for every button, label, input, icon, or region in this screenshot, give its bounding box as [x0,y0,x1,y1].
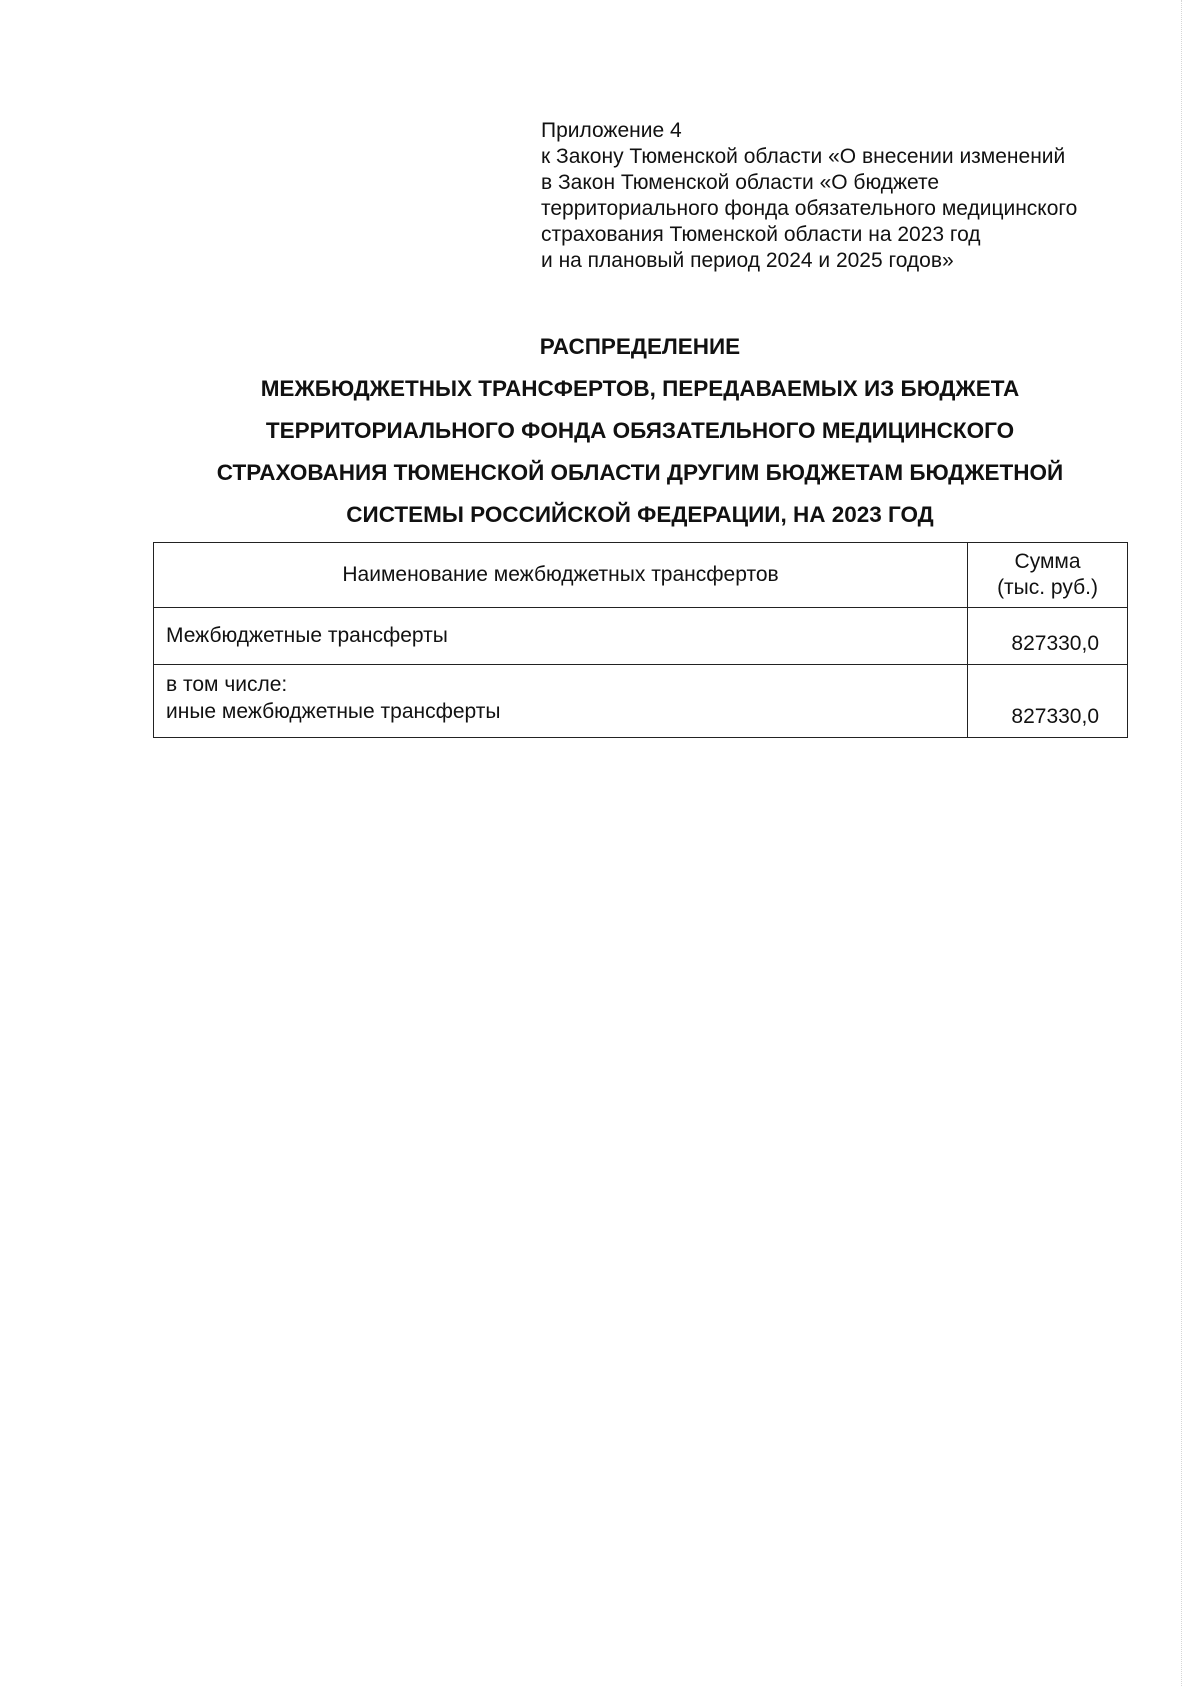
table-row [154,665,1128,738]
table-row [154,608,1128,665]
appendix-line: Приложение 4 [541,119,682,142]
header-name-label: Наименование межбюджетных трансфертов [342,563,779,586]
row-name-prefix: в том числе: [166,673,288,696]
row-sum-cell [968,608,1128,665]
appendix-note [541,118,1141,274]
row-name-cell [154,608,968,665]
row-sum: 827330,0 [1011,632,1099,655]
header-sum-label: Сумма [1014,550,1081,573]
title-line: МЕЖБЮДЖЕТНЫХ ТРАНСФЕРТОВ, ПЕРЕДАВАЕМЫХ ИЗ БЮДЖЕТА [260,376,1020,401]
row-name: иные межбюджетные трансферты [166,700,501,723]
row-sum: 827330,0 [1011,705,1099,728]
appendix-line: территориального фонда обязательного медицинского [541,197,1078,220]
title-line: ТЕРРИТОРИАЛЬНОГО ФОНДА ОБЯЗАТЕЛЬНОГО МЕДИЦИНСКОГО [265,418,1015,443]
header-sum-unit: (тыс. руб.) [997,576,1098,599]
document-title [140,326,1140,536]
header-sum-cell [968,543,1128,608]
appendix-line: в Закон Тюменской области «О бюджете [541,171,940,194]
title-line: СИСТЕМЫ РОССИЙСКОЙ ФЕДЕРАЦИИ, НА 2023 ГОД [346,502,934,527]
title-line: СТРАХОВАНИЯ ТЮМЕНСКОЙ ОБЛАСТИ ДРУГИМ БЮДЖЕТАМ БЮДЖЕТНОЙ [216,460,1064,485]
title-line: РАСПРЕДЕЛЕНИЕ [539,334,741,359]
row-name-cell [154,665,968,738]
scan-edge-artifact [1180,0,1182,1686]
header-name-cell [154,543,968,608]
appendix-line: и на плановый период 2024 и 2025 годов» [541,249,954,272]
transfers-table [153,542,1128,738]
appendix-line: страхования Тюменской области на 2023 год [541,223,981,246]
row-name: Межбюджетные трансферты [166,624,448,647]
appendix-line: к Закону Тюменской области «О внесении изменений [541,145,1066,168]
table-header-row [154,543,1128,608]
row-sum-cell [968,665,1128,738]
